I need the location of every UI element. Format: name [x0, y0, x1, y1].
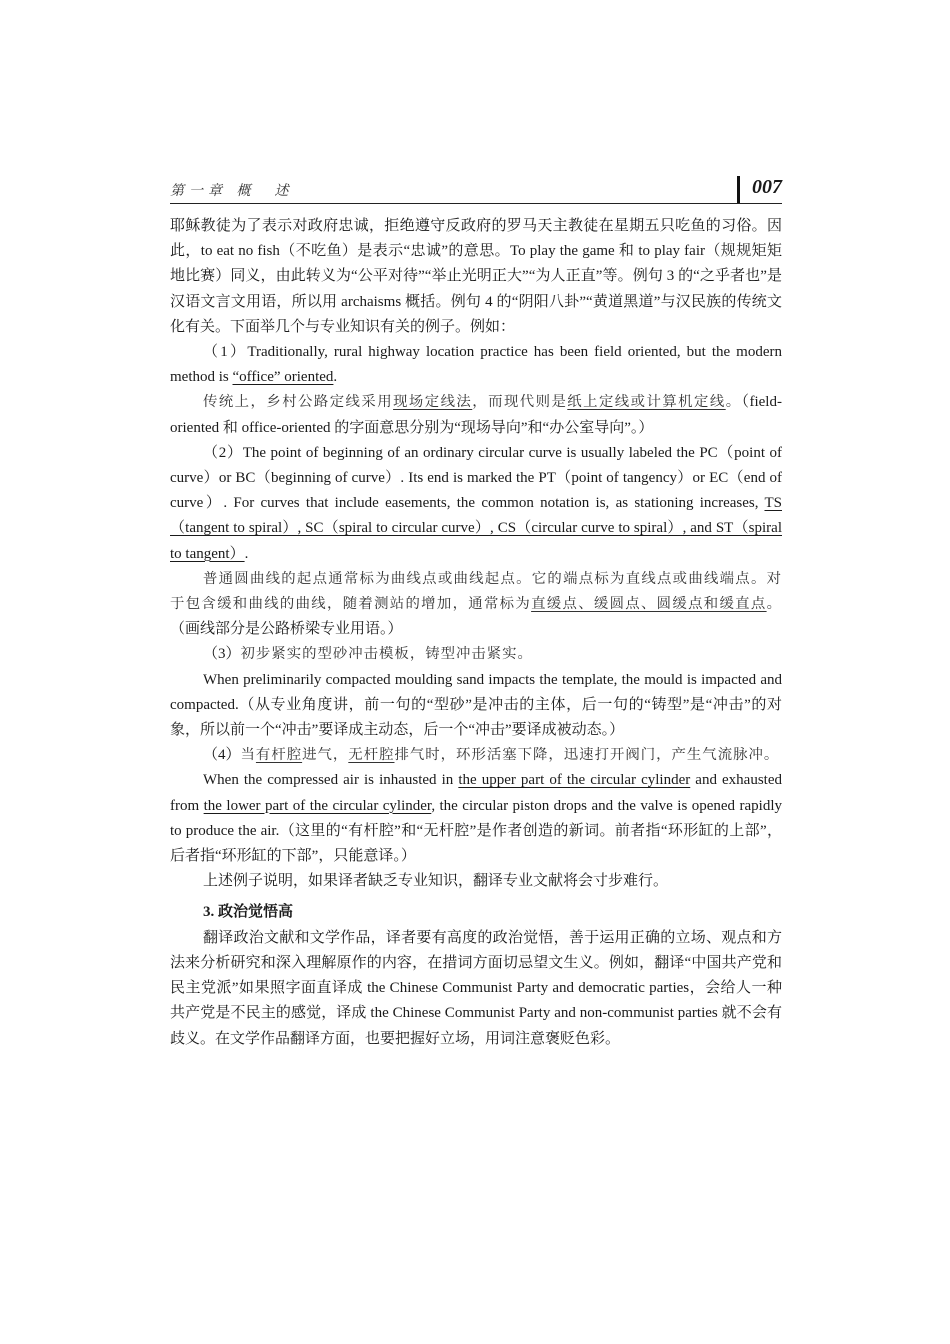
text-run: （field-oriented 和 office-oriented 的字面意思分别为“现场导向”和“办公室导向”。）	[170, 394, 782, 436]
underlined-term: 无杆腔	[348, 747, 395, 764]
text-run: 。	[725, 394, 742, 411]
text-run: 当	[240, 747, 256, 764]
example-1-en	[170, 340, 782, 390]
text-run: 。	[766, 596, 782, 613]
underlined-term: 有杆腔	[255, 747, 303, 764]
text-run: 进气，	[302, 747, 349, 764]
text-run: （2）The point of beginning of an ordinary circular curve is usually labeled the PC（point of curve）or BC（beginning of curve）. Its end is marked the PT（point of tangency）or EC（end of curve）. For curves that include easements, the common notation is, as stationing increases,	[170, 444, 782, 512]
example-1-cn	[170, 390, 782, 440]
text-run: （画线部分是公路桥梁专业用语。）	[170, 621, 403, 638]
underlined-term: the lower part of the circular cylinder	[203, 797, 432, 814]
example-2-en	[170, 441, 782, 567]
underlined-term: “office” oriented	[232, 369, 334, 386]
text-run: .	[333, 369, 338, 386]
paragraph-1	[170, 214, 782, 340]
underlined-term: TS（tangent to spiral）, SC（spiral to circular curve）, CS（circular curve to spiral）, and ST（spiral to tangent）	[170, 495, 782, 562]
text-run: and exhausted from	[170, 772, 783, 814]
text-run: ，而现代则是	[472, 394, 568, 411]
section-heading: 3. 政治觉悟高	[203, 904, 294, 921]
example-3-cn	[170, 642, 782, 667]
text-run: 上述例子说明，如果译者缺乏专业知识，翻译专业文献将会寸步难行。	[203, 873, 669, 890]
text-run: （3）	[203, 646, 241, 663]
header-rule	[170, 203, 782, 204]
underlined-term: the upper part of the circular cylinder	[458, 772, 691, 789]
underlined-term: 纸上定线或计算机定线	[567, 394, 726, 411]
text-run: When the compressed air is inhausted in	[203, 772, 459, 789]
example-2-cn	[170, 567, 782, 643]
chapter-title: 第一章 概 述	[170, 183, 294, 199]
example-4-cn	[170, 743, 782, 768]
text-run: .	[244, 545, 249, 562]
page-number: 007	[752, 176, 782, 198]
example-3-en	[170, 668, 782, 744]
underlined-term: 直缓点、缓圆点、圆缓点和缓直点	[531, 596, 767, 613]
text-run: （1）Traditionally, rural highway location practice has been field oriented, but the modern method is	[170, 344, 782, 386]
text-run: 传统上，乡村公路定线采用	[203, 394, 394, 411]
text-run: 耶稣教徒为了表示对政府忠诚，拒绝遵守反政府的罗马天主教徒在星期五只吃鱼的习俗。因此，to eat no fish（不吃鱼）是表示“忠诚”的意思。To play the game 和 to play fair（规规矩矩地比赛）同义，由此转义为“公平对待”“举止光明正大”“为人正直”等。例句 3 的“之乎者也”是汉语文言文用语，所以用 archaisms 概括。例句 4 的“阴阳八卦”“黄道黑道”与汉民族的传统文化有关。下面举几个与专业知识有关的例子。例如：	[170, 218, 782, 335]
page-body	[170, 214, 782, 1052]
text-run: 初步紧实的型砂冲击模板，铸型冲击紧实。	[240, 646, 533, 663]
text-run: 普通圆曲线的起点通常标为曲线点或曲线起点。它的端点标为直线点或曲线端点。对于包含缓和曲线的曲线，随着测站的增加，通常标为	[170, 570, 782, 613]
text-run: （4）	[203, 747, 241, 764]
underlined-term: 现场定线法	[393, 394, 473, 411]
text-run: , the circular piston drops and the valve is opened rapidly to produce the air.（这里的“有杆腔”和“无杆腔”是作者创造的新词。前者指“环形缸的上部”，后者指“环形缸的下部”，只能意译。）	[170, 797, 782, 865]
text-run: 排气时，环形活塞下降，迅速打开阀门，产生气流脉冲。	[394, 747, 780, 764]
summary-paragraph	[170, 869, 782, 894]
final-paragraph: 翻译政治文献和文学作品，译者要有高度的政治觉悟，善于运用正确的立场、观点和方法来分析研究和深入理解原作的内容，在措词方面切忌望文生义。例如，翻译“中国共产党和民主党派”如果照字面直译成 the Chinese Communist Party and democratic parties，会给人一种共产党是不民主的感觉，译成 the Chinese Communist Party and non-communist parties 就不会有歧义。在文学作品翻译方面，也要把握好立场，用词注意褒贬色彩。	[170, 929, 782, 1047]
page-number-bar	[737, 176, 740, 203]
text-run: When preliminarily compacted moulding sand impacts the template, the mould is impacted and compacted.（从专业角度讲，前一句的“型砂”是冲击的主体，后一句的“铸型”是“冲击”的对象，所以前一个“冲击”要译成主动态，后一个“冲击”要译成被动态。）	[170, 671, 782, 739]
example-4-en	[170, 768, 782, 869]
page-header	[170, 176, 782, 206]
